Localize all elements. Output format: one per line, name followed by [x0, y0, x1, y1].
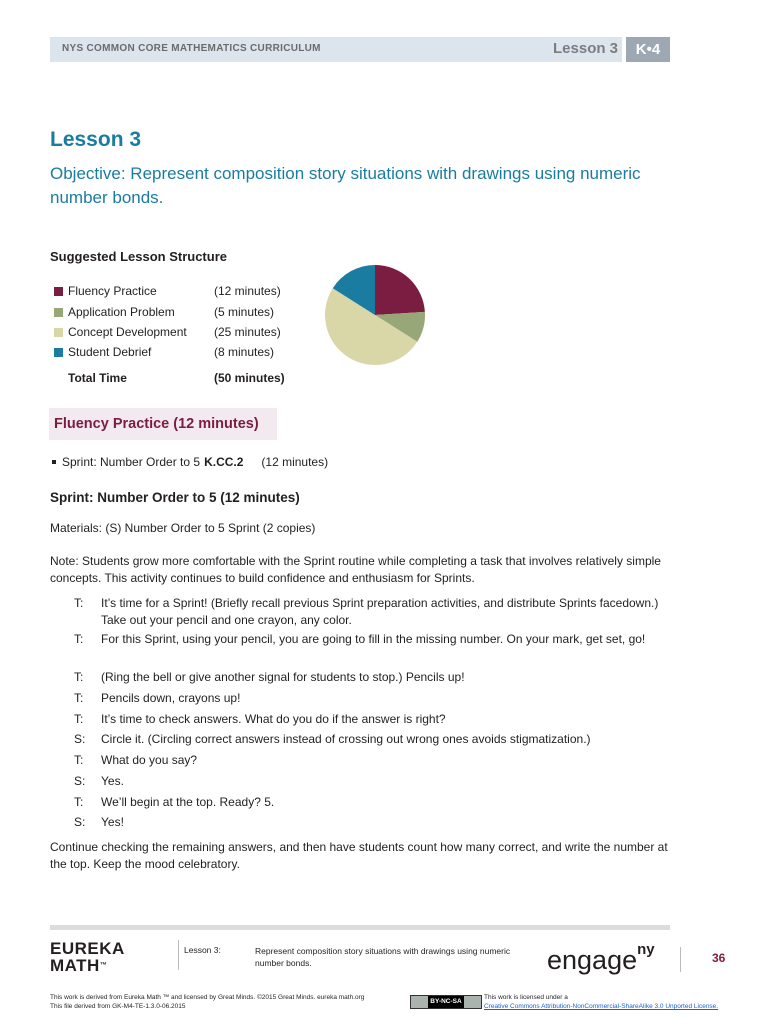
- footer-rule: [50, 925, 670, 930]
- fluency-heading: Fluency Practice (12 minutes): [54, 416, 259, 432]
- bullet-text: Sprint: Number Order to 5: [62, 455, 201, 469]
- copyright: [50, 993, 410, 1011]
- dialogue-text: Circle it. (Circling correct answers instead of crossing out wrong ones avoids stigmatization.): [101, 732, 591, 746]
- copyright-line-1: This work is derived from Eureka Math ™ and licensed by Great Minds. ©2015 Great Minds. eureka math.org: [50, 994, 365, 1001]
- copyright-line-2: This file derived from GK-M4-TE-1.3.0-06.2015: [50, 1003, 186, 1010]
- structure-row-minutes: (5 minutes): [214, 305, 275, 319]
- dialogue-text: Yes.: [101, 774, 124, 788]
- dialogue-line: [74, 595, 670, 629]
- page-number-divider: [680, 947, 681, 972]
- header-lesson: Lesson 3: [553, 40, 619, 57]
- footer-lesson: Lesson 3:: [184, 945, 221, 955]
- note: Note: Students grow more comfortable with the Sprint routine while completing a task that involves relatively simple concepts. This activity continues to build confidence and enthusiasm for Sprints.: [50, 554, 661, 585]
- fluency-bullet: [50, 455, 328, 469]
- footer-divider: [178, 940, 179, 970]
- swatch-fluency: [54, 287, 63, 296]
- logo-line-2: [50, 957, 125, 974]
- swatch-application: [54, 308, 63, 317]
- curriculum-label: NYS COMMON CORE MATHEMATICS CURRICULUM: [62, 43, 321, 54]
- bullet-square-icon: [52, 460, 56, 464]
- dialogue-text: It’s time to check answers. What do you do if the answer is right?: [101, 712, 446, 726]
- speaker: T:: [74, 670, 84, 684]
- speaker: T:: [74, 712, 84, 726]
- objective: Objective: Represent composition story situations with drawings using numeric number bonds.: [50, 164, 641, 207]
- speaker: S:: [74, 732, 86, 746]
- dialogue-text: For this Sprint, using your pencil, you are going to fill in the missing number. On your mark, get set, go!: [101, 632, 646, 646]
- dialogue-text: Pencils down, crayons up!: [101, 691, 241, 705]
- dialogue-text: What do you say?: [101, 753, 198, 767]
- sprint-heading: Sprint: Number Order to 5 (12 minutes): [50, 490, 300, 505]
- closing-paragraph: Continue checking the remaining answers, and then have students count how many correct, and write the number at the top. Keep the mood celebratory.: [50, 840, 668, 871]
- lesson-structure-pie-chart: [324, 264, 426, 366]
- swatch-concept: [54, 328, 63, 337]
- logo-trademark: ™: [99, 962, 108, 969]
- engage-text: engage: [547, 945, 638, 975]
- structure-row-minutes: (8 minutes): [214, 345, 275, 359]
- license-text: This work is licensed under a: [484, 994, 568, 1001]
- speaker: T:: [74, 632, 84, 646]
- speaker: S:: [74, 815, 86, 829]
- structure-row-name: Application Problem: [68, 305, 175, 319]
- speaker: T:: [74, 795, 84, 809]
- license-link[interactable]: Creative Commons Attribution-NonCommercial-ShareAlike 3.0 Unported License.: [484, 1003, 719, 1010]
- dialogue-text: (Ring the bell or give another signal for students to stop.) Pencils up!: [101, 670, 465, 684]
- eureka-math-logo: [50, 940, 125, 974]
- speaker: T:: [74, 596, 84, 610]
- total-minutes: (50 minutes): [214, 371, 285, 385]
- page-number: 36: [712, 951, 726, 965]
- logo-line-2-text: MATH: [50, 956, 100, 975]
- pie-slice-fluency-practice: [375, 265, 425, 315]
- structure-row-name: Student Debrief: [68, 345, 152, 359]
- total-label: Total Time: [68, 371, 127, 385]
- dialogue-text: We’ll begin at the top. Ready? 5.: [101, 795, 275, 809]
- page-title: Lesson 3: [50, 128, 142, 151]
- materials: Materials: (S) Number Order to 5 Sprint (2 copies): [50, 521, 316, 535]
- dialogue-text: It’s time for a Sprint! (Briefly recall previous Sprint preparation activities, and distribute Sprints facedown.) Take out your pencil and one crayon, any color.: [101, 596, 659, 627]
- cc-license-badge-icon: [410, 995, 482, 1009]
- swatch-debrief: [54, 348, 63, 357]
- bullet-minutes: (12 minutes): [261, 455, 329, 469]
- speaker: T:: [74, 691, 84, 705]
- structure-row-name: Fluency Practice: [68, 284, 157, 298]
- dialogue-text: Yes!: [101, 815, 124, 829]
- structure-row-minutes: (25 minutes): [214, 325, 281, 339]
- structure-row-minutes: (12 minutes): [214, 284, 281, 298]
- header-grade-module: K•4: [626, 37, 670, 62]
- structure-title: Suggested Lesson Structure: [50, 249, 227, 264]
- speaker: S:: [74, 774, 86, 788]
- speaker: T:: [74, 753, 84, 767]
- ny-text: ny: [637, 941, 655, 958]
- footer-description: Represent composition story situations with drawings using numeric number bonds.: [255, 946, 511, 968]
- logo-line-1: EUREKA: [50, 939, 125, 958]
- structure-row-name: Concept Development: [68, 325, 187, 339]
- cc-badge-text: BY-NC-SA: [428, 996, 463, 1008]
- engageny-logo: [547, 941, 655, 976]
- bullet-standard: K.CC.2: [204, 455, 244, 469]
- dialogue-line: [74, 631, 670, 665]
